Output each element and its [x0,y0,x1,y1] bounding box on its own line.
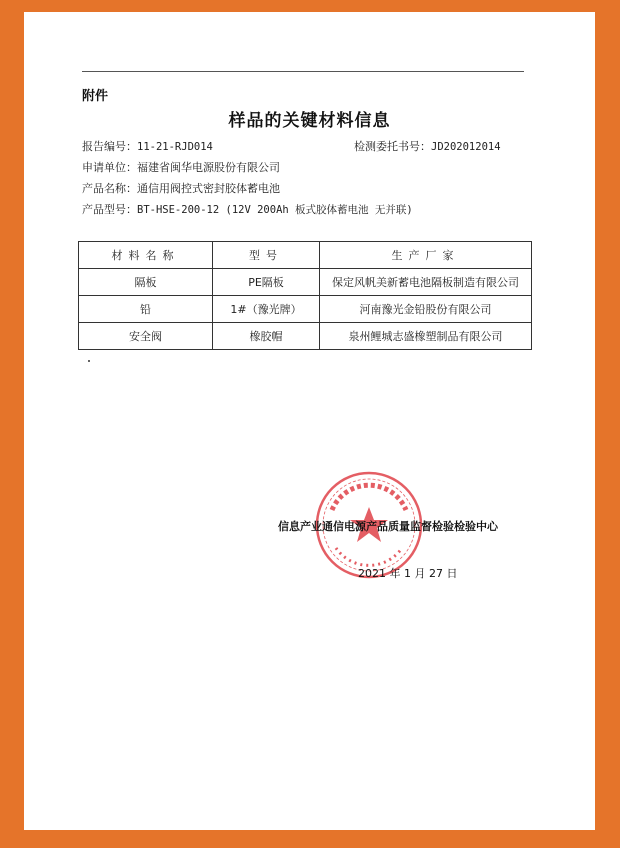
product-model-line [82,201,413,217]
product-model-value: BT-HSE-200-12 (12V 200Ah 板式胶体蓄电池 无并联) [137,204,413,216]
report-no-line [82,138,213,154]
issuing-organization: 信息产业通信电源产品质量监督检验检验中心 [278,520,498,533]
issue-date: 2021 年 1 月 27 日 [358,567,458,580]
table-row [79,269,532,296]
document-page [24,12,595,830]
commission-no-label: 检测委托书号： [354,140,431,153]
product-name-value: 通信用阀控式密封胶体蓄电池 [137,182,280,195]
table-row [79,296,532,323]
applicant-line [82,159,280,175]
report-no-label: 报告编号： [82,140,137,153]
applicant-label: 申请单位： [82,161,137,174]
cell-material: 安全阀 [79,323,213,350]
table-header-row [79,242,532,269]
commission-no-line [354,138,501,154]
cell-model: PE隔板 [213,269,320,296]
applicant-value: 福建省闽华电源股份有限公司 [137,161,280,174]
commission-no-value: JD202012014 [431,141,501,153]
product-name-label: 产品名称： [82,182,137,195]
header-rule [82,71,524,72]
scan-speck [88,360,90,362]
cell-manufacturer: 泉州鲤城志盛橡塑制品有限公司 [320,323,532,350]
cell-material: 隔板 [79,269,213,296]
cell-material: 铅 [79,296,213,323]
report-no-value: 11-21-RJD014 [137,141,213,153]
cell-manufacturer: 河南豫光金铅股份有限公司 [320,296,532,323]
page-title: 样品的关键材料信息 [228,111,391,131]
header-manufacturer: 生产厂家 [320,242,532,269]
cell-model: 橡胶帽 [213,323,320,350]
product-name-line [82,180,280,196]
table-row [79,323,532,350]
header-model: 型号 [213,242,320,269]
cell-manufacturer: 保定风帆美新蓄电池隔板制造有限公司 [320,269,532,296]
product-model-label: 产品型号： [82,203,137,216]
header-material: 材料名称 [79,242,213,269]
attachment-label: 附件 [82,89,109,104]
cell-model: 1#（豫光牌） [213,296,320,323]
materials-table [78,241,532,350]
